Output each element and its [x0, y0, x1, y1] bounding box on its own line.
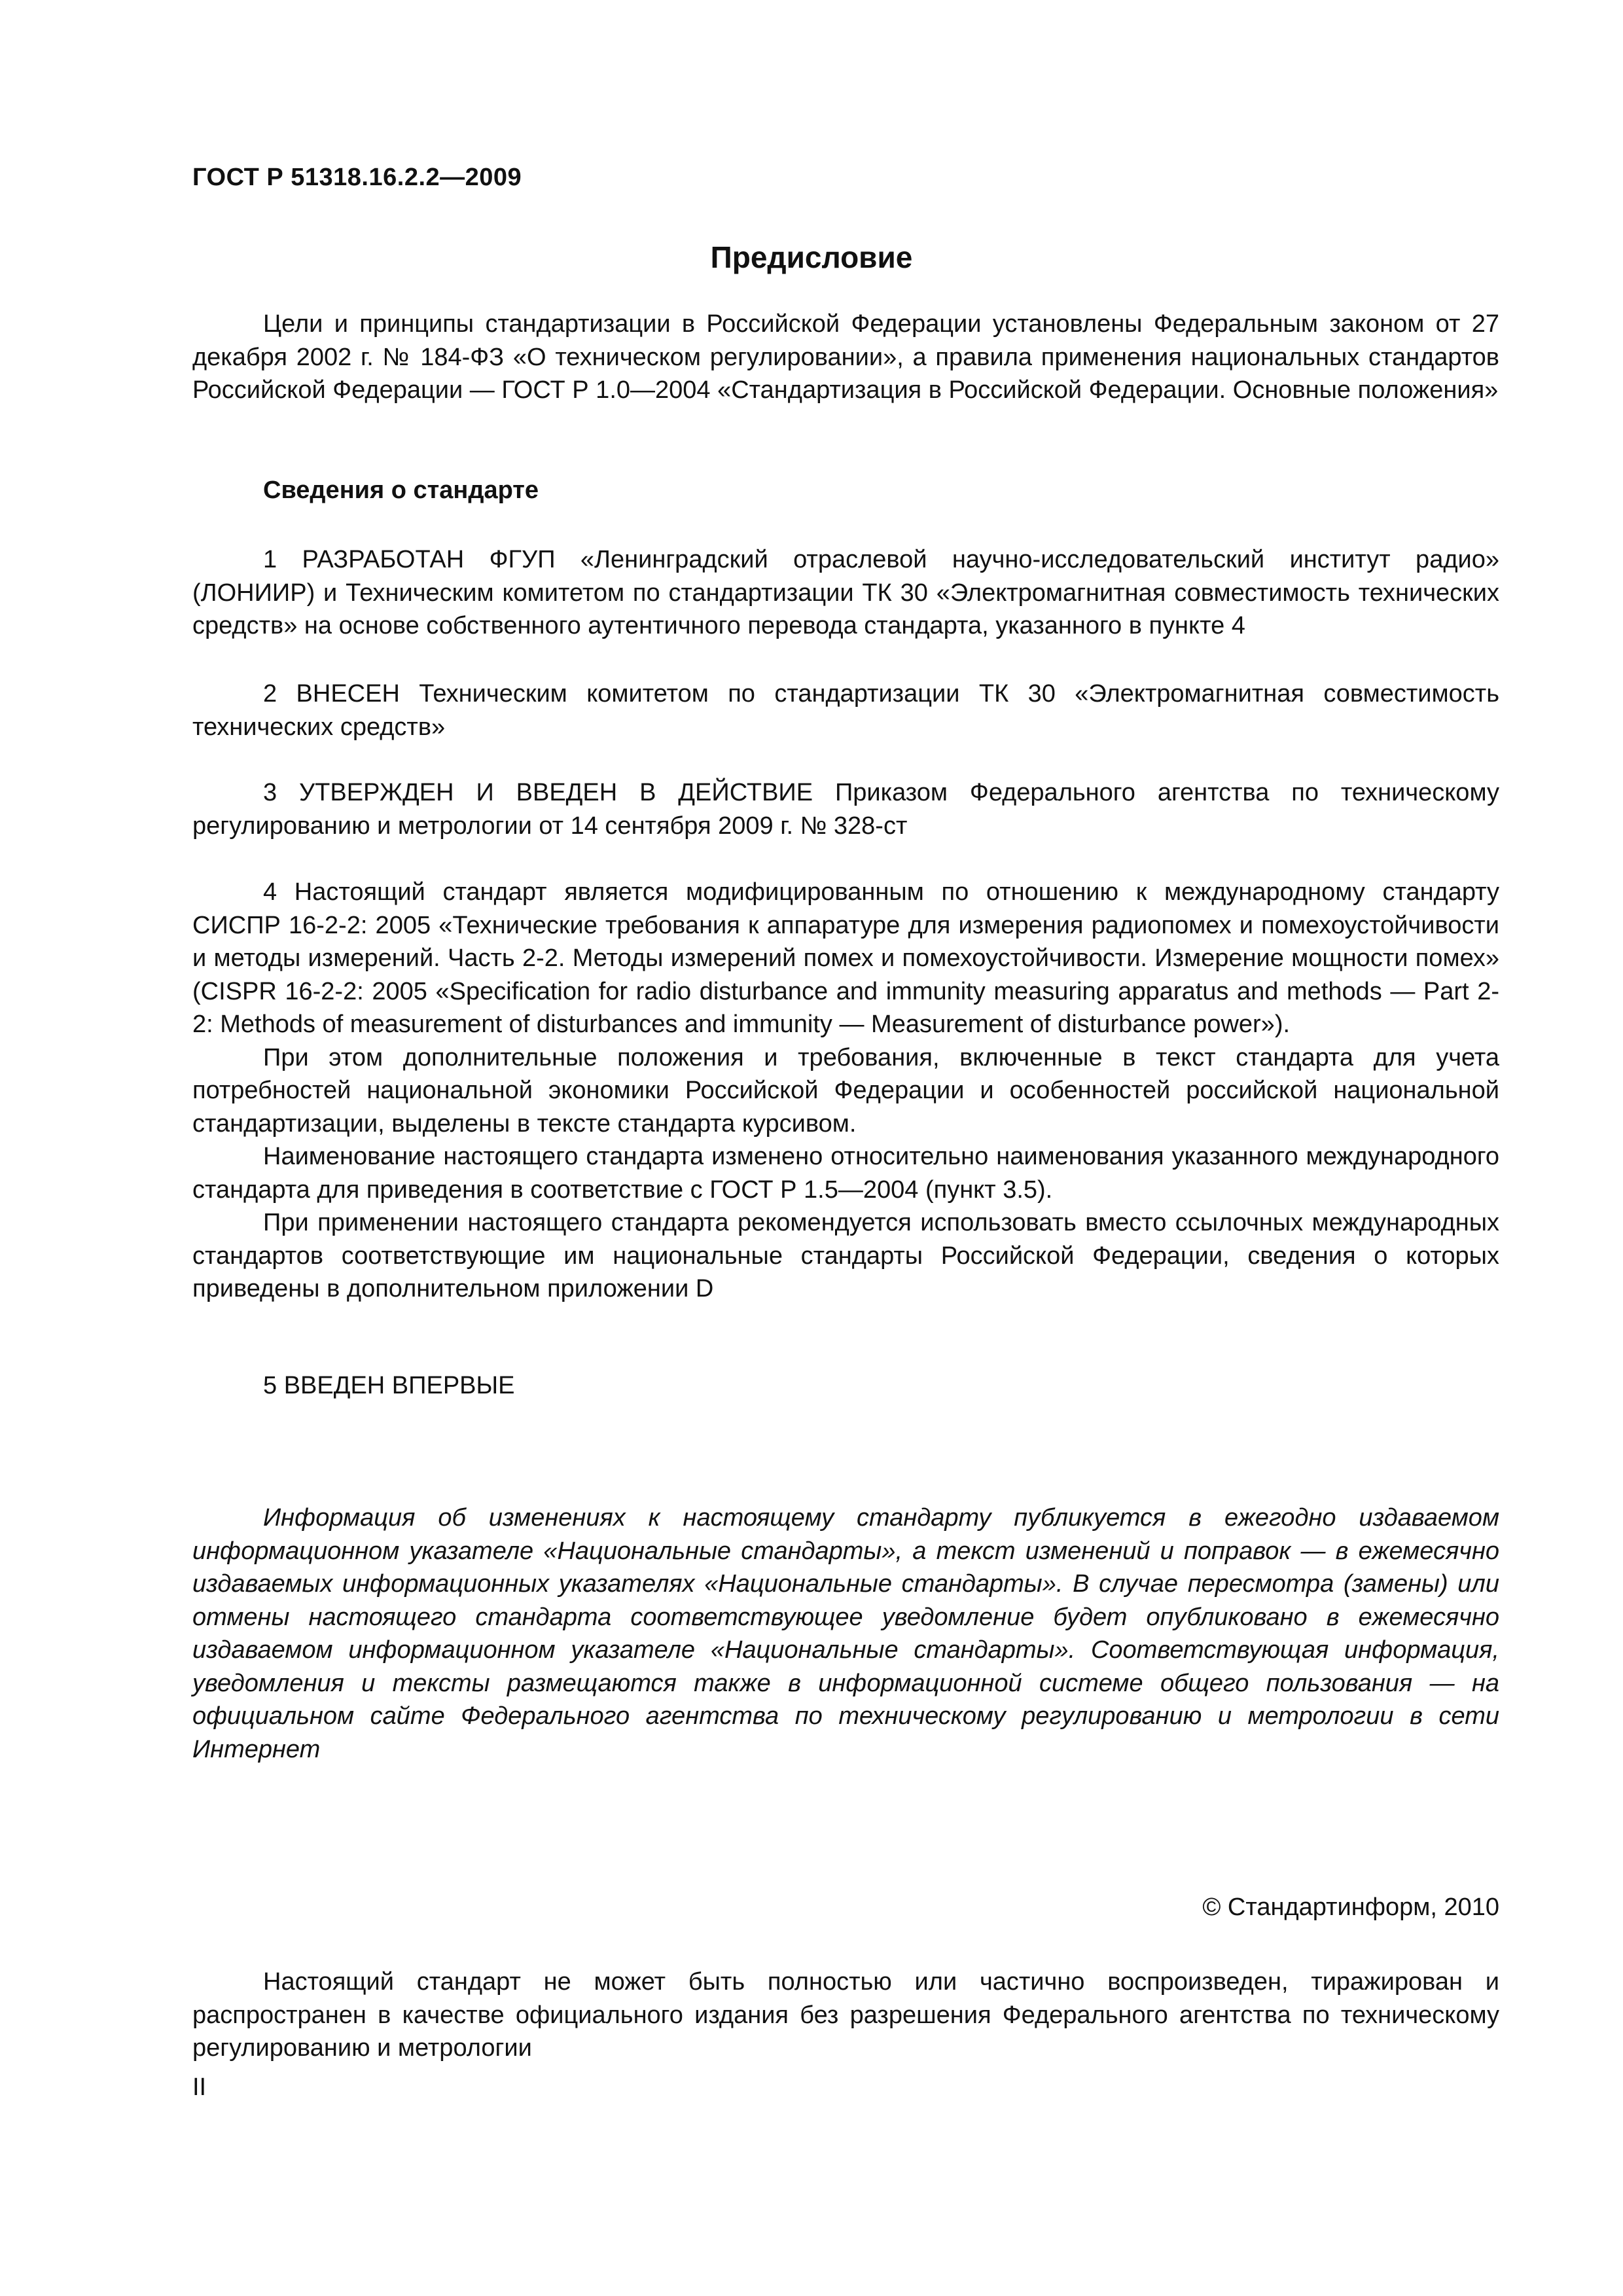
- item-4: [192, 876, 1499, 1306]
- item-1-text: 1 РАЗРАБОТАН ФГУП «Ленинградский отраслевой научно-исследовательский институт радио» (ЛОНИИР) и Техническим комитетом по стандартизации ТК 30 «Электромагнитная совместимость технических средств» на основе собственного аутентичного перевода стандарта, указанного в пункте 4: [192, 546, 1499, 639]
- item-4-name-change: Наименование настоящего стандарта изменено относительно наименования указанного международного стандарта для приведения в соответствие с ГОСТ Р 1.5—2004 (пункт 3.5).: [192, 1143, 1499, 1204]
- page-number: II: [192, 2073, 207, 2101]
- rights-notice: [192, 1965, 1499, 2065]
- item-1: [192, 543, 1499, 643]
- rights-notice-text: Настоящий стандарт не может быть полностью или частично воспроизведен, тиражирован и распространен в качестве официального издания без разрешения Федерального агентства по техническому регулированию и метрологии: [192, 1968, 1499, 2062]
- intro-text: Цели и принципы стандартизации в Российской Федерации установлены Федеральным законом от 27 декабря 2002 г. № 184-ФЗ «О техническом регулировании», а правила применения национальных стандартов Российской Федерации — ГОСТ Р 1.0—2004 «Стандартизация в Российской Федерации. Основные положения»: [192, 310, 1499, 404]
- intro-paragraph: [192, 308, 1499, 407]
- page-title: Предисловие: [710, 240, 913, 274]
- copyright: © Стандартинформ, 2010: [1202, 1893, 1499, 1921]
- item-4-additions: При этом дополнительные положения и требования, включенные в текст стандарта для учета потребностей национальной экономики Российской Федерации и особенностей российской национальной стандартизации, выделены в тексте стандарта курсивом.: [192, 1043, 1499, 1138]
- document-number: ГОСТ Р 51318.16.2.2—2009: [192, 164, 522, 191]
- item-2-text: 2 ВНЕСЕН Техническим комитетом по стандартизации ТК 30 «Электромагнитная совместимость технических средств»: [192, 680, 1499, 741]
- item-3-text: 3 УТВЕРЖДЕН И ВВЕДЕН В ДЕЙСТВИЕ Приказом Федерального агентства по техническому регулированию и метрологии от 14 сентября 2009 г. № 328-ст: [192, 779, 1499, 840]
- item-5-text: 5 ВВЕДЕН ВПЕРВЫЕ: [263, 1372, 515, 1399]
- item-2: [192, 677, 1499, 744]
- info-heading: Сведения о стандарте: [263, 476, 539, 504]
- item-3: [192, 776, 1499, 842]
- item-4-text: 4 Настоящий стандарт является модифицированным по отношению к международному стандарту СИСПР 16-2-2: 2005 «Технические требования к аппаратуре для измерения радиопомех и помехоустойчивости и методы измерений. Часть 2-2. Методы измерений помех и помехоустойчивости. Измерение мощности помех» (CISPR 16-2-2: 2005 «Specification for radio disturbance and immunity measuring apparatus and methods — Part 2-2: Methods of measurement of disturbances and immunity — Measurement of disturbance power»).: [192, 878, 1499, 1038]
- changes-notice-text: Информация об изменениях к настоящему стандарту публикуется в ежегодно издаваемом информационном указателе «Национальные стандарты», а текст изменений и поправок — в ежемесячно издаваемых информационных указателях «Национальные стандарты». В случае пересмотра (замены) или отмены настоящего стандарта соответствующее уведомление будет опубликовано в ежемесячно издаваемом информационном указателе «Национальные стандарты». Соответствующая информация, уведомления и тексты размещаются также в информационной системе общего пользования — на официальном сайте Федерального агентства по техническому регулированию и метрологии в сети Интернет: [192, 1504, 1499, 1763]
- changes-notice: [192, 1501, 1499, 1766]
- item-5: [192, 1369, 1499, 1403]
- item-4-references: При применении настоящего стандарта рекомендуется использовать вместо ссылочных международных стандартов соответствующие им национальные стандарты Российской Федерации, сведения о которых приведены в дополнительном приложении D: [192, 1209, 1499, 1302]
